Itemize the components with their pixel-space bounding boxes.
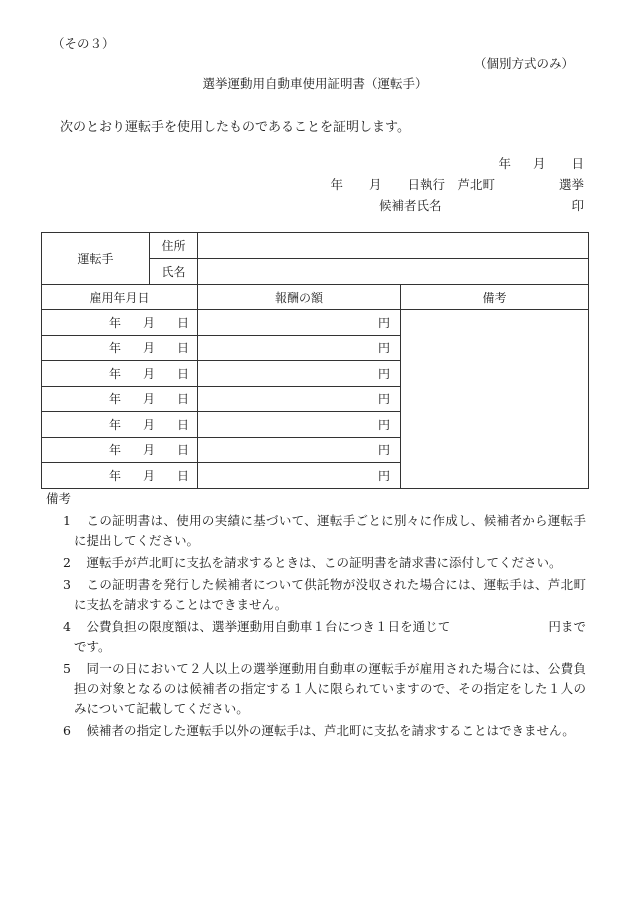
column-header-employment-date: 雇用年月日 [42,285,198,310]
remuneration-cell[interactable]: 円 [198,463,401,489]
cert-month: 月 [532,156,546,171]
address-label: 住所 [150,233,198,259]
candidate-name-label: 候補者氏名 [378,198,442,213]
seal-mark: 印 [571,198,584,213]
election-name: 選挙 [558,177,584,192]
note-item: 4 公費負担の限度額は、選挙運動用自動車１台につき１日を通じて 円までです。 [63,619,586,654]
column-header-remuneration: 報酬の額 [198,285,401,310]
remuneration-cell[interactable]: 円 [198,437,401,463]
cert-day: 日 [571,156,584,171]
name-field[interactable] [198,259,589,285]
election-day-held: 日執行 [407,177,445,192]
driver-label: 運転手 [42,233,150,285]
cert-year: 年 [498,156,511,171]
election-year: 年 [330,177,343,192]
remarks-cell[interactable] [401,310,589,489]
employment-date-cell[interactable]: 年 月 日 [42,335,198,361]
notes-section [46,489,586,743]
election-month: 月 [368,177,382,192]
form-type-label: （個別方式のみ） [473,56,574,71]
form-number: （その３） [52,36,115,51]
note-item: 3 この証明書を発行した候補者について供託物が没収された場合には、運転手は、芦北町に支払を請求することはできません。 [63,577,586,612]
remuneration-cell[interactable]: 円 [198,412,401,438]
remuneration-cell[interactable]: 円 [198,310,401,336]
note-item: 1 この証明書は、使用の実績に基づいて、運転手ごとに別々に作成し、候補者から運転手に提出してください。 [63,513,586,548]
town-name: 芦北町 [457,177,495,192]
name-label: 氏名 [150,259,198,285]
employment-date-cell[interactable]: 年 月 日 [42,412,198,438]
certification-date-row [330,153,584,174]
employment-date-cell[interactable]: 年 月 日 [42,463,198,489]
candidate-row [330,195,584,216]
column-header-remarks: 備考 [401,285,589,310]
address-field[interactable] [198,233,589,259]
employment-date-cell[interactable]: 年 月 日 [42,386,198,412]
remuneration-cell[interactable]: 円 [198,361,401,387]
note-item: 2 運転手が芦北町に支払を請求するときは、この証明書を請求書に添付してください。 [63,555,562,570]
employment-date-cell[interactable]: 年 月 日 [42,437,198,463]
intro-statement: 次のとおり運転手を使用したものであることを証明します。 [60,120,410,135]
table-row [42,310,589,336]
election-date-row [330,174,584,195]
remuneration-cell[interactable]: 円 [198,386,401,412]
notes-heading: 備考 [46,491,72,506]
certification-date-block [330,153,584,216]
driver-usage-table [41,232,589,489]
employment-date-cell[interactable]: 年 月 日 [42,361,198,387]
document-title: 選挙運動用自動車使用証明書（運転手） [202,76,428,91]
remuneration-cell[interactable]: 円 [198,335,401,361]
note-item: 5 同一の日において２人以上の選挙運動用自動車の運転手が雇用された場合には、公費負担の対象となるのは候補者の指定する１人に限られていますので、その指定をした１人のみについて記載してください。 [63,661,586,716]
employment-date-cell[interactable]: 年 月 日 [42,310,198,336]
note-item: 6 候補者の指定した運転手以外の運転手は、芦北町に支払を請求することはできません。 [63,723,575,738]
